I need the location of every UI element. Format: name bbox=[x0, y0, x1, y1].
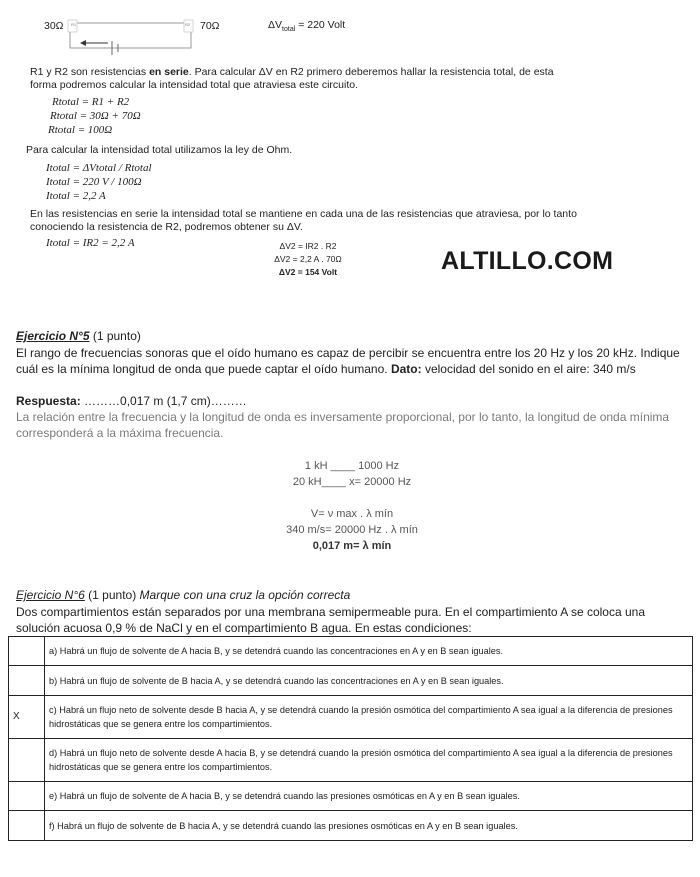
eq-rtotal-1: Rtotal = R1 + R2 bbox=[52, 96, 130, 108]
option-text-e: e) Habrá un flujo de solvente de A hacia B, y se detendrá cuando las presiones osmóticas en A y en B sean iguales. bbox=[45, 782, 693, 811]
current-arrow-icon bbox=[80, 40, 86, 46]
option-text-a: a) Habrá un flujo de solvente de A hacia B, y se detendrá cuando las concentraciones en A y en B sean iguales. bbox=[45, 637, 693, 666]
option-row-f[interactable] bbox=[9, 811, 693, 841]
eq-itotal-3: Itotal = 2,2 A bbox=[46, 190, 106, 202]
r1-value: 30Ω bbox=[44, 20, 64, 32]
eq-delta-v-1: ΔV2 = IR2 . R2 bbox=[279, 241, 337, 251]
option-mark-e[interactable] bbox=[9, 782, 45, 811]
option-row-b[interactable] bbox=[9, 666, 693, 696]
solution-paragraph-2: Para calcular la intensidad total utilizamos la ley de Ohm. bbox=[26, 144, 293, 156]
r1-tag: R1 bbox=[71, 22, 77, 27]
eq-delta-v-2: ΔV2 = 2,2 A . 70Ω bbox=[274, 254, 342, 264]
option-row-a[interactable] bbox=[9, 637, 693, 666]
ex5-statement: El rango de frecuencias sonoras que el oído humano es capaz de percibir se encuentra entre los 20 Hz y los 20 kHz. Indique cuál es la mínima longitud de onda que puede captar el oído humano. Dato: velocidad del sonido en el aire: 340 m/s bbox=[16, 346, 680, 376]
solution-paragraph-3: En las resistencias en serie la intensidad total se mantiene en cada una de las resistencias que atraviesa, por lo tanto conociendo la resistencia de R2, podremos obtener su ΔV. bbox=[30, 208, 577, 233]
eq-delta-v bbox=[258, 240, 358, 279]
options-table bbox=[8, 636, 693, 841]
circuit-wire bbox=[70, 23, 191, 48]
option-text-c: c) Habrá un flujo neto de solvente desde B hacia A, y se detendrá cuando la presión osmótica del compartimiento A sea igual a la diferencia de presiones hidrostáticas que se genera entre los compartimientos. bbox=[45, 696, 693, 739]
option-text-f: f) Habrá un flujo de solvente de B hacia A, y se detendrá cuando las presiones osmóticas en A y en B sean iguales. bbox=[45, 811, 693, 841]
calc-line-5: 0,017 m= λ mín bbox=[312, 540, 392, 552]
option-text-d: d) Habrá un flujo neto de solvente desde A hacia B, y se detendrá cuando la presión osmótica del compartimiento A sea igual a la diferencia de presiones hidrostáticas que se genera entre los compartimientos. bbox=[45, 739, 693, 782]
calc-line-4: 340 m/s= 20000 Hz . λ mín bbox=[286, 524, 418, 536]
option-row-d[interactable] bbox=[9, 739, 693, 782]
ex6-heading: Ejercicio N°6 (1 punto) Marque con una cruz la opción correcta bbox=[16, 588, 351, 602]
option-row-e[interactable] bbox=[9, 782, 693, 811]
option-mark-f[interactable] bbox=[9, 811, 45, 841]
voltage-total: $\Delta V_{total} = 220$ Volt bbox=[268, 19, 346, 34]
ex5-calculation-2 bbox=[252, 506, 452, 554]
eq-rtotal-2: Rtotal = 30Ω + 70Ω bbox=[50, 110, 141, 122]
ex5-calculation-1 bbox=[252, 458, 452, 490]
r2-value: 70Ω bbox=[200, 20, 220, 32]
option-row-c[interactable] bbox=[9, 696, 693, 739]
watermark-logo: ALTILLO.COM bbox=[441, 247, 614, 275]
option-text-b: b) Habrá un flujo de solvente de B hacia A, y se detendrá cuando las concentraciones en A y en B sean iguales. bbox=[45, 666, 693, 696]
ex5-explanation: La relación entre la frecuencia y la longitud de onda es inversamente proporcional, por lo tanto, la longitud de onda mínima corresponderá a la máxima frecuencia. bbox=[16, 410, 670, 440]
calc-line-3: V= ν max . λ mín bbox=[310, 508, 394, 520]
r2-tag: R2 bbox=[185, 22, 191, 27]
option-mark-d[interactable] bbox=[9, 739, 45, 782]
option-mark-c[interactable]: X bbox=[9, 696, 45, 739]
calc-line-1: 1 kH ____ 1000 Hz bbox=[304, 460, 400, 472]
ex6-statement: Dos compartimientos están separados por una membrana semipermeable pura. En el compartimiento A se coloca una solución acuosa 0,9 % de NaCl y en el compartimiento B agua. En estas condiciones: bbox=[16, 605, 645, 635]
ex5-heading: Ejercicio N°5 (1 punto) bbox=[16, 329, 141, 343]
option-mark-a[interactable] bbox=[9, 637, 45, 666]
eq-itotal-4: Itotal = IR2 = 2,2 A bbox=[46, 237, 135, 249]
solution-paragraph-1: R1 y R2 son resistencias en serie. Para calcular ΔV en R2 primero deberemos hallar la resistencia total, de esta forma podremos calcular la intensidad total que atraviesa este circuito. bbox=[30, 66, 554, 91]
circuit-diagram bbox=[0, 0, 700, 60]
eq-itotal-2: Itotal = 220 V / 100Ω bbox=[46, 176, 142, 188]
calc-line-2: 20 kH____ x= 20000 Hz bbox=[292, 476, 412, 488]
eq-delta-v-3: ΔV2 = 154 Volt bbox=[278, 267, 338, 277]
eq-rtotal-3: Rtotal = 100Ω bbox=[48, 124, 113, 136]
ex5-answer: Respuesta: ………0,017 m (1,7 cm)……… bbox=[16, 394, 247, 408]
eq-itotal-1: Itotal = ΔVtotal / Rtotal bbox=[46, 162, 152, 174]
option-mark-b[interactable] bbox=[9, 666, 45, 696]
